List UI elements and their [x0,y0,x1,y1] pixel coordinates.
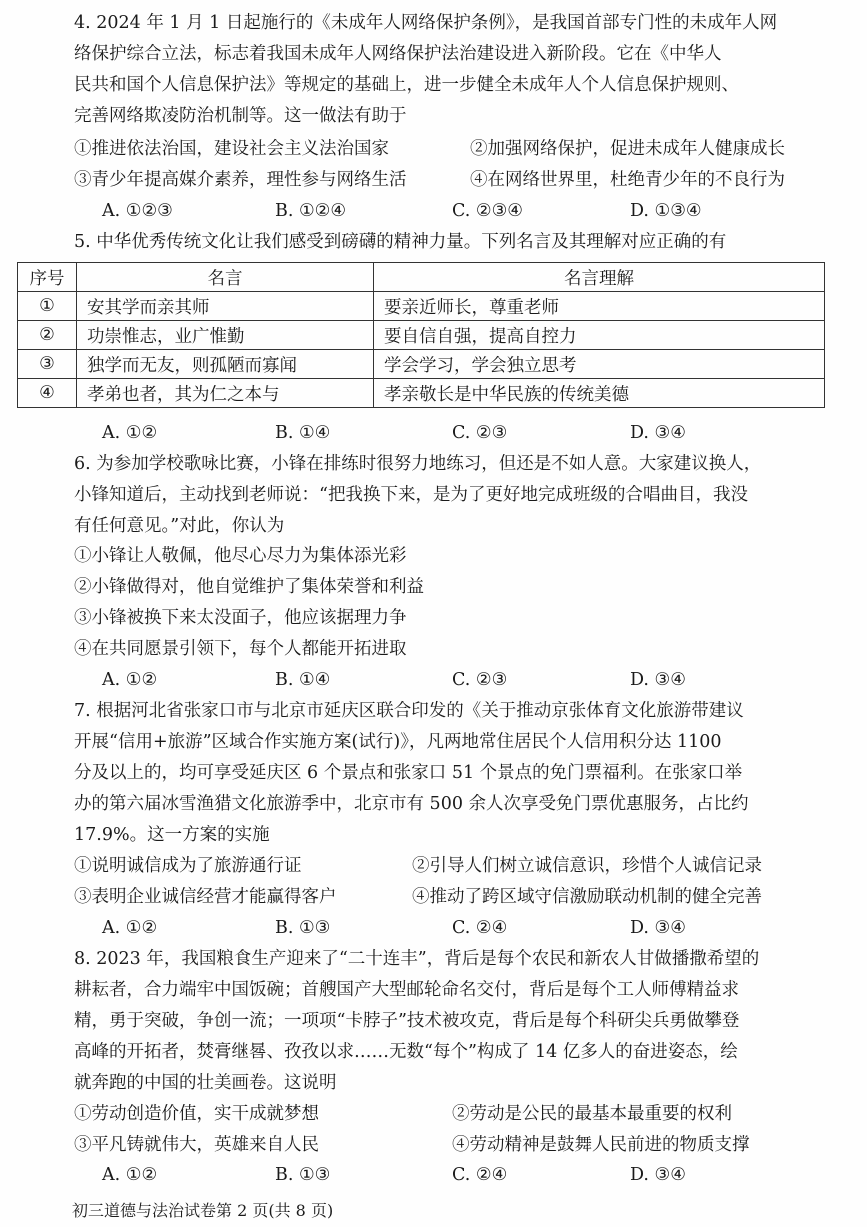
q8-choice-a: A. ①② [102,1165,158,1185]
q5-choice-d: D. ③④ [630,423,686,443]
q6-stem-line: 小锋知道后，主动找到老师说：“把我换下来，是为了更好地完成班级的合唱曲目，我没 [74,485,748,505]
q4-choice-c: C. ②③④ [452,201,523,221]
q6-choice-c: C. ②③ [452,670,508,690]
q8-choice-b: B. ①③ [275,1165,331,1185]
q4-statement: ③青少年提高媒介素养，理性参与网络生活 [74,170,407,190]
header-quote: 名言 [77,263,374,292]
page-footer: 初三道德与法治试卷第 2 页(共 8 页) [72,1201,334,1220]
q8-stem-line: 高峰的开拓者，焚膏继晷、孜孜以求……无数“每个”构成了 14 亿多人的奋进姿态，绘 [74,1042,738,1062]
q7-stem-line: 办的第六届冰雪渔猎文化旅游季中，北京市有 500 余人次享受免门票优惠服务，占比约 [74,794,749,814]
q7-statement: ④推动了跨区域守信激励联动机制的健全完善 [412,887,762,907]
q6-choice-a: A. ①② [102,670,158,690]
row-number: ④ [18,379,77,408]
q4-stem-line: 络保护综合立法，标志着我国未成年人网络保护法治建设进入新阶段。它在《中华人 [74,44,722,64]
table-header-row [18,263,825,292]
table-row [18,350,825,379]
q8-choice-c: C. ②④ [452,1165,508,1185]
header-number: 序号 [18,263,77,292]
row-quote: 孝弟也者，其为仁之本与 [77,379,374,408]
q6-statement: ②小锋做得对，他自觉维护了集体荣誉和利益 [74,577,424,597]
q7-stem-line: 开展“信用+旅游”区域合作实施方案(试行)》，凡两地常住居民个人信用积分达 1100 [74,732,722,752]
row-meaning: 孝亲敬长是中华民族的传统美德 [374,379,825,408]
q8-stem-line: 耕耘者，合力端牢中国饭碗；首艘国产大型邮轮命名交付，背后是每个工人师傅精益求 [74,980,739,1000]
q7-choice-d: D. ③④ [630,918,686,938]
q7-stem-line: 分及以上的，均可享受延庆区 6 个景点和张家口 51 个景点的免门票福利。在张家口举 [74,763,743,783]
table-row [18,292,825,321]
q5-choice-a: A. ①② [102,423,158,443]
row-meaning: 要自信自强，提高自控力 [374,321,825,350]
q6-statement: ①小锋让人敬佩，他尽心尽力为集体添光彩 [74,546,407,566]
q8-statement: ①劳动创造价值，实干成就梦想 [74,1104,319,1124]
q7-statement: ①说明诚信成为了旅游通行证 [74,856,302,876]
q8-stem-line: 就奔跑的中国的壮美画卷。这说明 [74,1073,337,1093]
quotes-table [17,262,825,408]
q8-statement: ②劳动是公民的最基本最重要的权利 [452,1104,732,1124]
q5-stem: 5. 中华优秀传统文化让我们感受到磅礴的精神力量。下列名言及其理解对应正确的有 [74,232,727,252]
q6-choice-d: D. ③④ [630,670,686,690]
q4-choice-a: A. ①②③ [102,201,173,221]
q7-stem-line: 7. 根据河北省张家口市与北京市延庆区联合印发的《关于推动京张体育文化旅游带建议 [74,701,744,721]
q4-statement: ①推进依法治国，建设社会主义法治国家 [74,139,389,159]
q6-choice-b: B. ①④ [275,670,331,690]
row-quote: 功崇惟志，业广惟勤 [77,321,374,350]
q8-stem-line: 精，勇于突破，争创一流；一项项“卡脖子”技术被攻克，背后是每个科研尖兵勇做攀登 [74,1011,740,1031]
q6-statement: ③小锋被换下来太没面子，他应该据理力争 [74,608,407,628]
q7-choice-c: C. ②④ [452,918,508,938]
q5-choice-b: B. ①④ [275,423,331,443]
q4-choice-d: D. ①③④ [630,201,702,221]
q4-choice-b: B. ①②④ [275,201,347,221]
q4-stem-line: 4. 2024 年 1 月 1 日起施行的《未成年人网络保护条例》，是我国首部专门性的未成年人网 [74,13,778,33]
row-quote: 安其学而亲其师 [77,292,374,321]
q6-statement: ④在共同愿景引领下，每个人都能开拓进取 [74,639,407,659]
q7-stem-line: 17.9%。这一方案的实施 [74,825,270,845]
q6-stem-line: 有任何意见。”对此，你认为 [74,516,285,536]
q7-choice-b: B. ①③ [275,918,331,938]
table-row [18,379,825,408]
row-number: ② [18,321,77,350]
row-meaning: 要亲近师长，尊重老师 [374,292,825,321]
row-meaning: 学会学习，学会独立思考 [374,350,825,379]
q8-statement: ④劳动精神是鼓舞人民前进的物质支撑 [452,1135,750,1155]
q4-stem-line: 民共和国个人信息保护法》等规定的基础上，进一步健全未成年人个人信息保护规则、 [74,75,739,95]
row-quote: 独学而无友，则孤陋而寡闻 [77,350,374,379]
row-number: ③ [18,350,77,379]
table-row [18,321,825,350]
q6-stem-line: 6. 为参加学校歌咏比赛，小锋在排练时很努力地练习，但还是不如人意。大家建议换人， [74,454,762,474]
q8-statement: ③平凡铸就伟大，英雄来自人民 [74,1135,319,1155]
q5-choice-c: C. ②③ [452,423,508,443]
q4-statement: ④在网络世界里，杜绝青少年的不良行为 [470,170,785,190]
q4-stem-line: 完善网络欺凌防治机制等。这一做法有助于 [74,106,407,126]
q7-statement: ②引导人们树立诚信意识，珍惜个人诚信记录 [412,856,762,876]
q8-choice-d: D. ③④ [630,1165,686,1185]
row-number: ① [18,292,77,321]
q7-statement: ③表明企业诚信经营才能赢得客户 [74,887,337,907]
q7-choice-a: A. ①② [102,918,158,938]
q8-stem-line: 8. 2023 年，我国粮食生产迎来了“二十连丰”，背后是每个农民和新农人甘做播撒希望的 [74,949,760,969]
header-meaning: 名言理解 [374,263,825,292]
q4-statement: ②加强网络保护，促进未成年人健康成长 [470,139,785,159]
